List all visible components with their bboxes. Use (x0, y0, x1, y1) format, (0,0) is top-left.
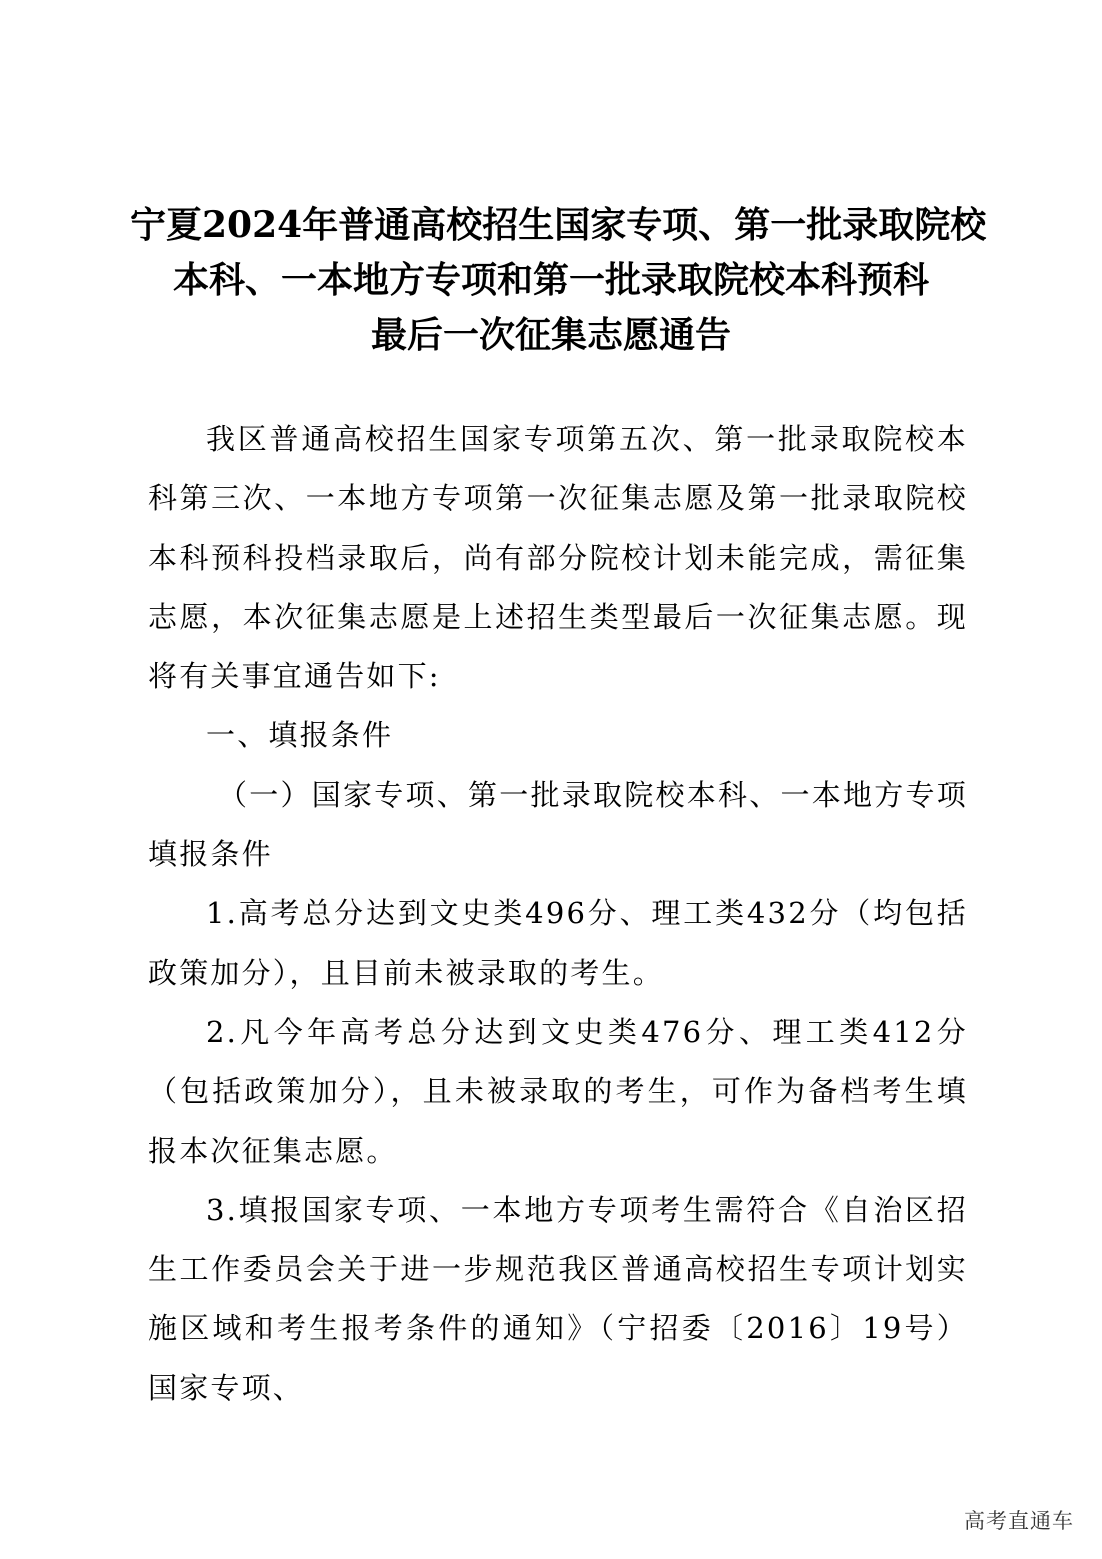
title-line-3: 最后一次征集志愿通告 (370, 314, 731, 356)
condition-item-2: 2.凡今年高考总分达到文史类476分、理工类412分（包括政策加分），且未被录取的考生，可作为备档考生填报本次征集志愿。 (148, 1014, 968, 1168)
subsection-heading: （一）国家专项、第一批录取院校本科、一本地方专项填报条件 (148, 777, 968, 872)
condition-item-3: 3.填报国家专项、一本地方专项考生需符合《自治区招生工作委员会关于进一步规范我区普通高校招生专项计划实施区域和考生报考条件的通知》（宁招委〔2016〕19号）国家专项、 (148, 1192, 968, 1405)
title-line-2: 本科、一本地方专项和第一批录取院校本科预科 (172, 259, 929, 301)
condition-item-1: 1.高考总分达到文史类496分、理工类432分（均包括政策加分），且目前未被录取的考生。 (148, 896, 968, 990)
watermark-text: 高考直通车 (964, 1509, 1074, 1533)
document-title (130, 198, 987, 363)
intro-paragraph: 我区普通高校招生国家专项第五次、第一批录取院校本科第三次、一本地方专项第一次征集志愿及第一批录取院校本科预科投档录取后，尚有部分院校计划未能完成，需征集志愿，本次征集志愿是上述招生类型最后一次征集志愿。现将有关事宜通告如下: (148, 422, 968, 694)
section-heading: 一、填报条件 (206, 718, 394, 753)
document-body (148, 410, 968, 1418)
title-line-1: 宁夏2024年普通高校招生国家专项、第一批录取院校 (130, 204, 987, 246)
